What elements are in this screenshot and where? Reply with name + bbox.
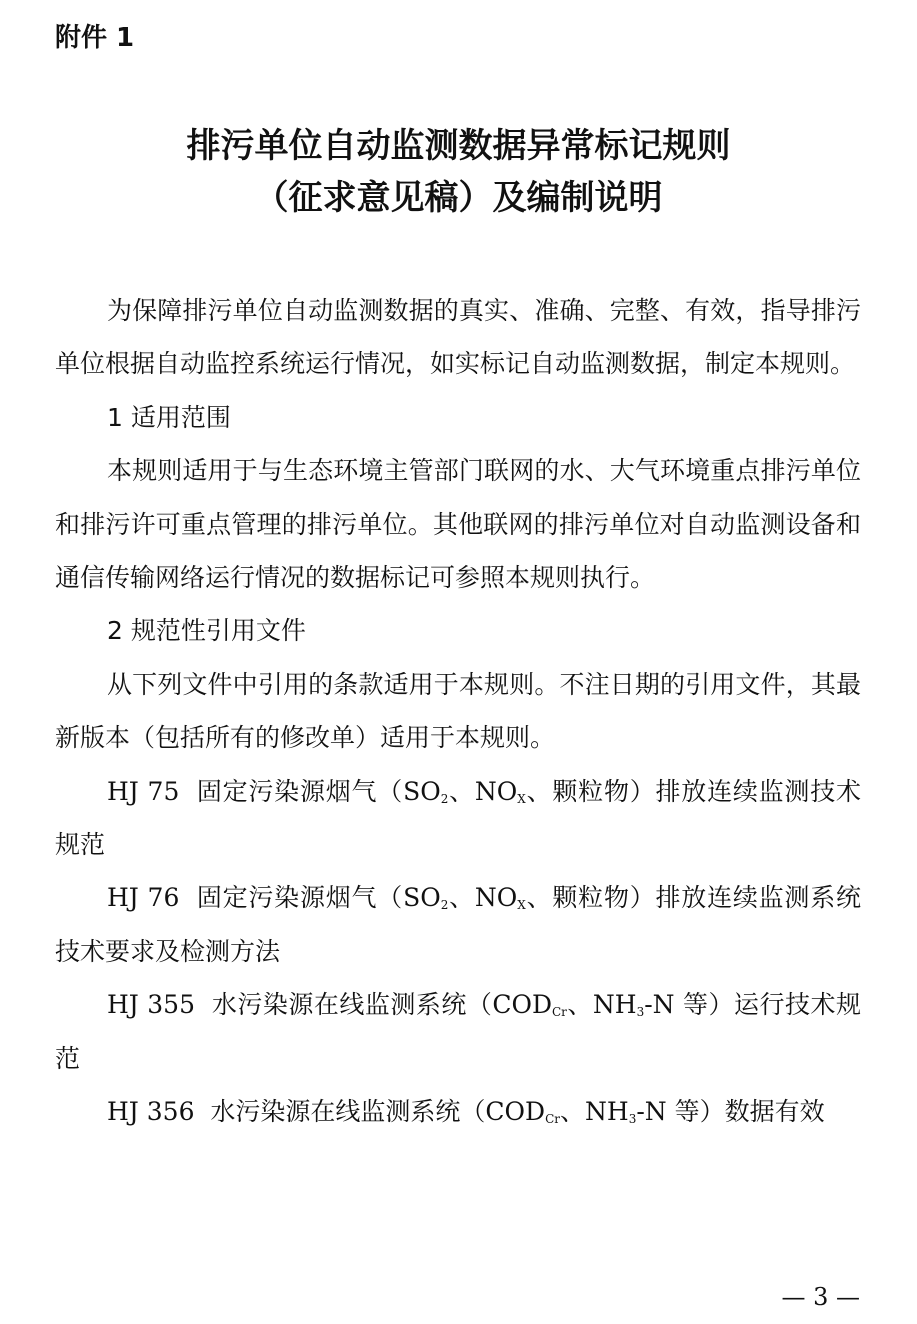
- reference-item: [55, 765, 861, 872]
- section-1-paragraph: 本规则适用于与生态环境主管部门联网的水、大气环境重点排污单位和排污许可重点管理的排污单位。其他联网的排污单位对自动监测设备和通信传输网络运行情况的数据标记可参照本规则执行。: [55, 456, 861, 593]
- intro-paragraph: 为保障排污单位自动监测数据的真实、准确、完整、有效，指导排污单位根据自动监控系统运行情况，如实标记自动监测数据，制定本规则。: [55, 296, 861, 379]
- reference-subscript: 3: [636, 1005, 645, 1020]
- reference-item: [55, 978, 861, 1085]
- reference-title-part: 、NO: [448, 883, 518, 913]
- reference-subscript: 3: [628, 1112, 637, 1127]
- reference-gap: [179, 777, 196, 806]
- document-title-line-1: 排污单位自动监测数据异常标记规则: [186, 126, 731, 166]
- reference-title-part: 水污染源在线监测系统（COD: [211, 990, 552, 1020]
- reference-title-part: 、颗粒物）排放连续监测系统技术要求及检测方法: [55, 883, 861, 966]
- reference-gap: [179, 883, 196, 912]
- reference-title-part: 、NH: [566, 990, 637, 1020]
- section-2-paragraph: 从下列文件中引用的条款适用于本规则。不注日期的引用文件，其最新版本（包括所有的修改单）适用于本规则。: [55, 669, 861, 753]
- reference-subscript: X: [517, 898, 526, 913]
- reference-subscript: 2: [440, 898, 449, 913]
- reference-item: [55, 1085, 861, 1138]
- reference-title-part: 固定污染源烟气（SO: [196, 776, 441, 806]
- reference-subscript: 2: [440, 791, 449, 806]
- page-number: — 3 —: [781, 1283, 860, 1311]
- document-title-line-2: （征求意见稿）及编制说明: [254, 178, 663, 218]
- reference-subscript: Cr: [552, 1005, 567, 1020]
- reference-title-part: 、颗粒物）排放连续监测技术规范: [55, 776, 861, 860]
- document-body: [55, 284, 861, 1139]
- reference-title-part: 、NO: [448, 776, 518, 806]
- reference-code: HJ 356: [107, 1097, 195, 1127]
- reference-title-part: 固定污染源烟气（SO: [196, 883, 441, 913]
- reference-title-part: 、NH: [560, 1097, 629, 1127]
- section-2-heading: 2 规范性引用文件: [107, 616, 306, 646]
- reference-code: HJ 76: [107, 883, 180, 913]
- attachment-label: 附件 1: [55, 23, 135, 53]
- reference-code: HJ 75: [107, 776, 180, 806]
- reference-subscript: Cr: [545, 1112, 560, 1127]
- reference-gap: [195, 1097, 211, 1126]
- reference-title-part: 水污染源在线监测系统（COD: [210, 1097, 546, 1127]
- reference-title-part: -N 等）运行技术规范: [55, 990, 861, 1073]
- reference-code: HJ 355: [107, 990, 195, 1020]
- reference-item: [55, 871, 861, 978]
- reference-title-part: -N 等）数据有效: [636, 1097, 825, 1127]
- section-1-heading: 1 适用范围: [107, 402, 231, 432]
- reference-subscript: X: [517, 791, 526, 806]
- reference-gap: [195, 990, 212, 1019]
